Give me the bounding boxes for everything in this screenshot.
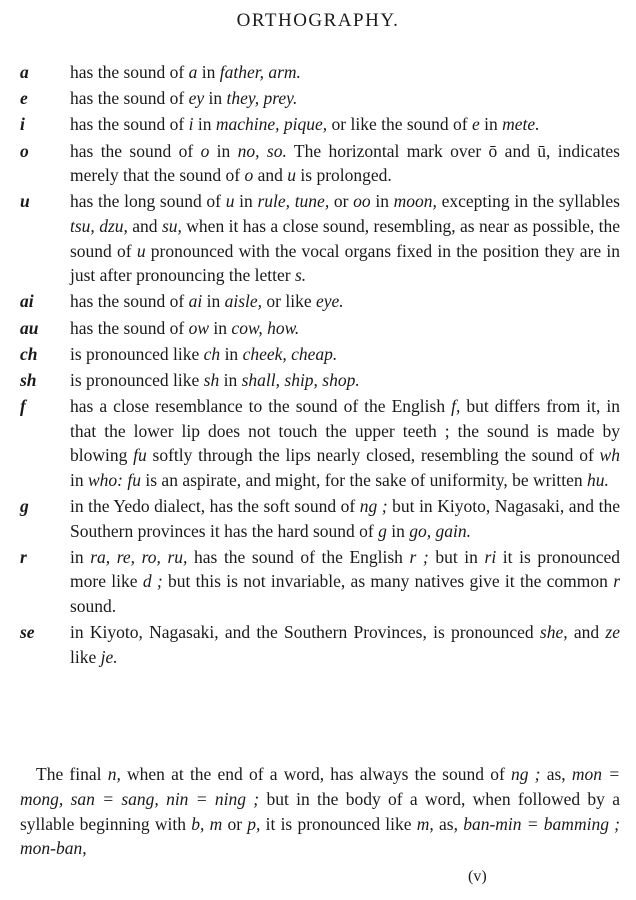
- entry-r: [20, 545, 620, 619]
- entry-se: [20, 620, 620, 669]
- page-title: ORTHOGRAPHY.: [236, 10, 400, 31]
- entry-description: is pronounced like ch in cheek, cheap.: [70, 343, 338, 364]
- entry-description: has the long sound of u in rule, tune, or oo in moon, excepting in the syllables tsu, dzu, and su, when it has a close sound, resembling, as near as possible, the sound of u pronounced with the vocal organs fixed in the position they are in just after pronouncing the letter s.: [70, 191, 621, 286]
- entry-au: [20, 316, 620, 341]
- entry-ai: [20, 289, 620, 314]
- entry-i: [20, 112, 620, 137]
- entry-description: has a close resemblance to the sound of the English f, but differs from it, in that the lower lip does not touch the upper teeth ; the sound is made by blowing fu softly through the lips nearly closed, resembling the sound of wh in who: fu is an aspirate, and might, for the sake of uniformity, be written hu.: [70, 396, 620, 490]
- entry-key: o: [20, 140, 29, 161]
- entry-key: ch: [20, 343, 38, 364]
- entry-description: is pronounced like sh in shall, ship, shop.: [70, 369, 360, 390]
- entry-key: r: [20, 546, 27, 567]
- entry-description: has the sound of i in machine, pique, or like the sound of e in mete.: [70, 114, 540, 135]
- entry-key: a: [20, 62, 29, 82]
- entry-a: [20, 60, 620, 85]
- entry-description: in ra, re, ro, ru, has the sound of the English r ; but in ri it is pronounced more like d ; but this is not invariable, as many natives give it the common r sound.: [70, 546, 620, 616]
- final-paragraph: The final n, when at the end of a word, has always the sound of ng ; as, mon = mong, san = sang, nin = ning ; but in the body of a word, when followed by a syllable beginning with b, m or p, it is pronounced like m, as, ban-min = bamming ; mon-ban,: [20, 764, 621, 859]
- entry-e: [20, 86, 620, 111]
- entry-description: has the sound of o in no, so. The horizontal mark over ō and ū, indicates merely that the sound of o and u is prolonged.: [70, 140, 620, 186]
- entry-key: g: [20, 496, 29, 517]
- entry-key: f: [20, 396, 26, 417]
- entry-u: [20, 189, 620, 287]
- entry-description: has the sound of ey in they, prey.: [70, 88, 298, 109]
- entry-f: [20, 394, 620, 492]
- entry-key: u: [20, 191, 30, 212]
- entry-key: i: [20, 114, 25, 135]
- entry-description: in the Yedo dialect, has the soft sound of ng ; but in Kiyoto, Nagasaki, and the Southern provinces it has the hard sound of g in go, gain.: [70, 496, 620, 541]
- entry-key: e: [20, 88, 28, 109]
- entry-description: has the sound of ow in cow, how.: [70, 317, 300, 338]
- entry-o: [20, 139, 620, 188]
- page-number: (v): [468, 868, 487, 885]
- entry-g: [20, 494, 620, 543]
- entry-key: sh: [20, 369, 37, 390]
- entry-key: se: [20, 622, 35, 643]
- entry-key: ai: [20, 291, 34, 312]
- entry-description: has the sound of ai in aisle, or like eye.: [70, 291, 344, 312]
- orthography-entries: [20, 60, 620, 671]
- entry-description: in Kiyoto, Nagasaki, and the Southern Provinces, is pronounced she, and ze like je.: [70, 622, 620, 667]
- entry-ch: [20, 342, 620, 367]
- entry-description: has the sound of a in father, arm.: [70, 62, 301, 82]
- entry-sh: [20, 368, 620, 393]
- entry-key: au: [20, 317, 39, 338]
